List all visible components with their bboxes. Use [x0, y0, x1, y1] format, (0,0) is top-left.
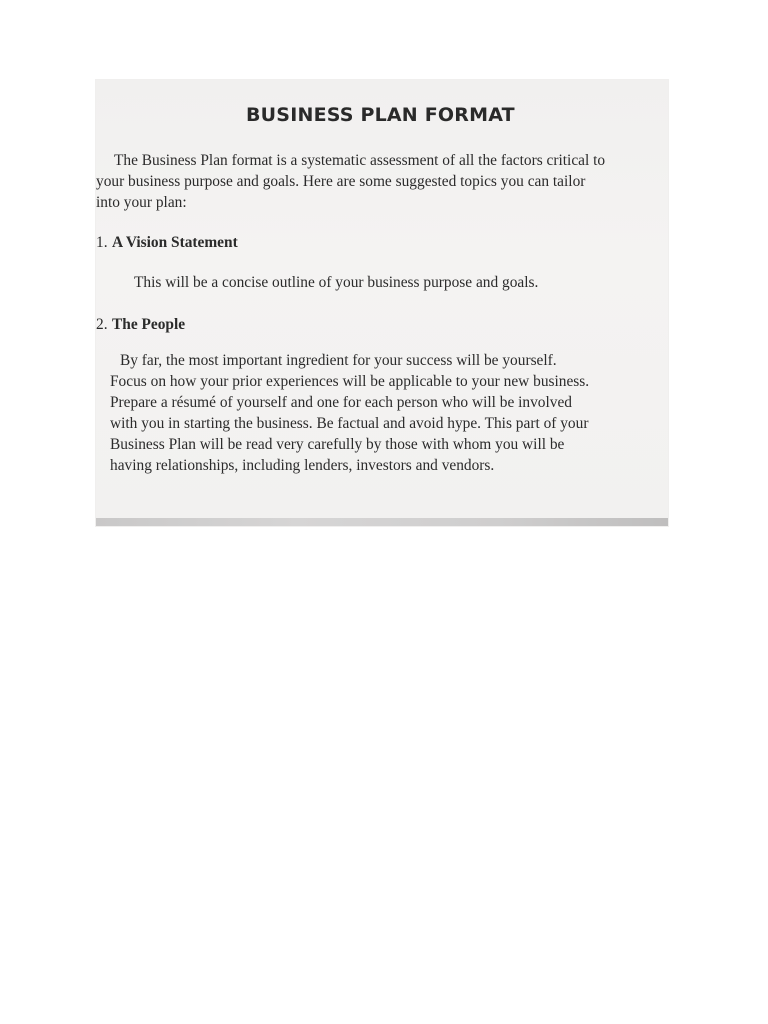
- scan-edge-shadow: [96, 518, 668, 526]
- section-2-number: 2.: [96, 316, 108, 333]
- section-2-body-line-2: Focus on how your prior experiences will be applicable to your new business.: [110, 373, 590, 390]
- section-1-body-line-1: This will be a concise outline of your business purpose and goals.: [134, 274, 539, 291]
- section-1-heading: [96, 234, 238, 252]
- section-2-body-line-4: with you in starting the business. Be factual and avoid hype. This part of your: [110, 415, 589, 432]
- section-1-number: 1.: [96, 234, 108, 251]
- section-2-heading: [96, 316, 185, 334]
- section-2-body-line-1: By far, the most important ingredient for your success will be yourself.: [120, 352, 557, 369]
- intro-line-1: The Business Plan format is a systematic assessment of all the factors critical to: [114, 152, 606, 169]
- section-2-body-line-6: having relationships, including lenders, investors and vendors.: [110, 457, 495, 474]
- section-2-title: The People: [112, 316, 186, 333]
- section-1-title: A Vision Statement: [112, 234, 238, 251]
- intro-line-2: your business purpose and goals. Here are some suggested topics you can tailor: [96, 173, 586, 190]
- section-2-body-line-3: Prepare a résumé of yourself and one for each person who will be involved: [110, 394, 572, 411]
- document-title: BUSINESS PLAN FORMAT: [246, 104, 515, 126]
- intro-line-3: into your plan:: [96, 194, 187, 211]
- scanned-document: [96, 80, 668, 526]
- section-2-body-line-5: Business Plan will be read very carefully by those with whom you will be: [110, 436, 565, 453]
